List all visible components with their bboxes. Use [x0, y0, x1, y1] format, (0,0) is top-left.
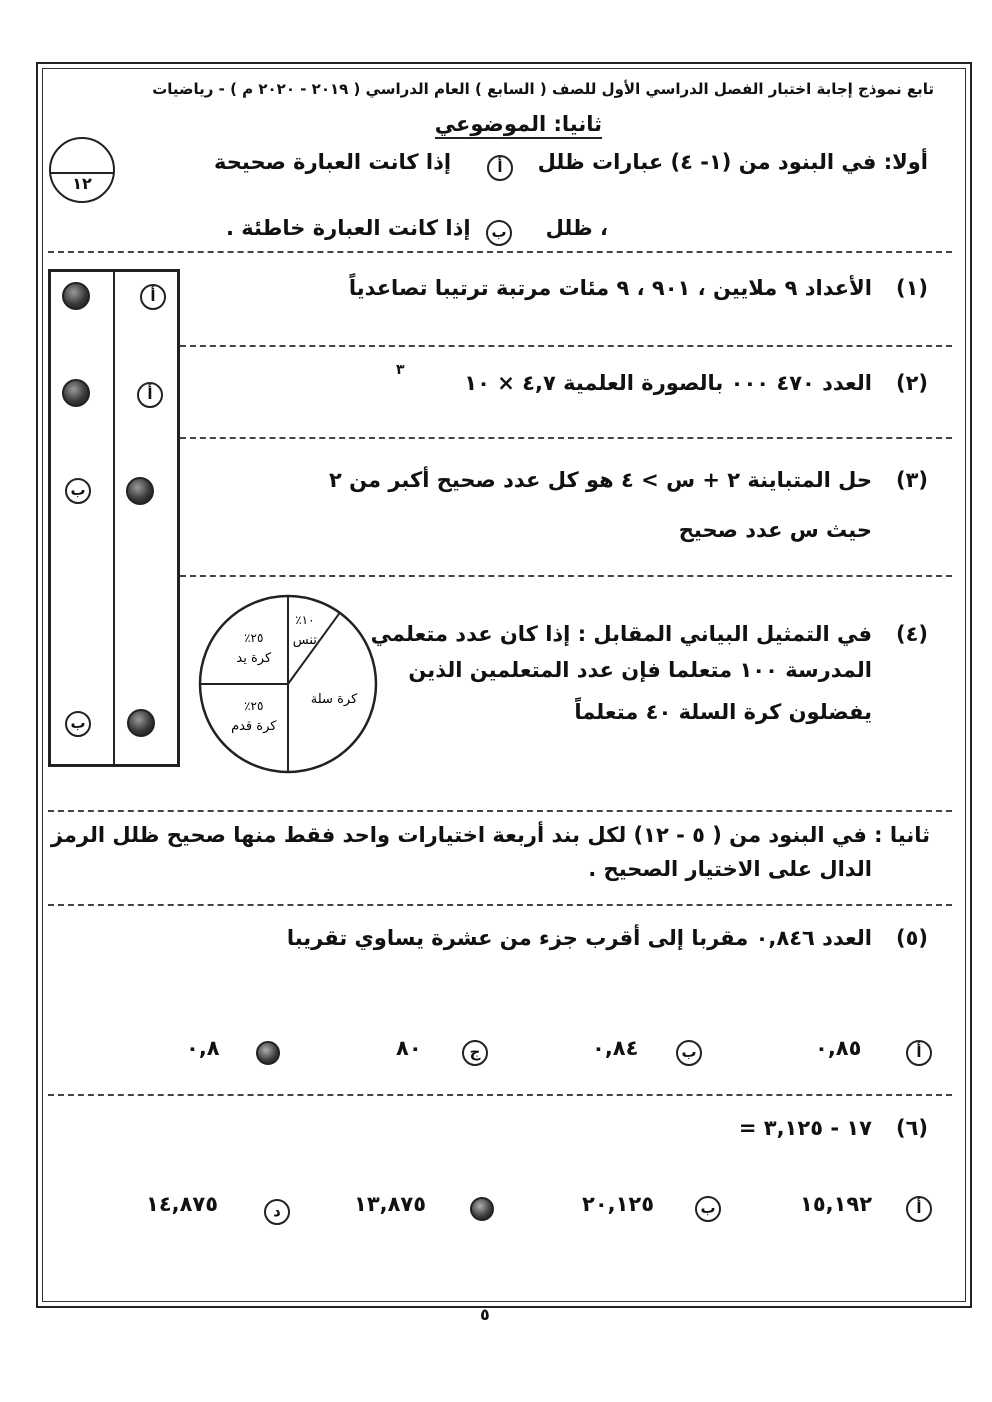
- pie-slice-percent: ٢٥٪: [244, 699, 264, 714]
- choice-b-icon: ب: [695, 1196, 721, 1222]
- choice-b-icon: ب: [676, 1040, 702, 1066]
- pie-slice-label: كرة قدم: [231, 719, 277, 735]
- question-text-cont: المدرسة ١٠٠ متعلما فإن عدد المتعلمين الذين: [408, 658, 872, 682]
- page-number: ٥: [480, 1305, 490, 1324]
- divider: [180, 437, 952, 439]
- question-text: حل المتباينة ٢ + س > ٤ هو كل عدد صحيح أكبر من ٢: [329, 468, 872, 492]
- question-number: (٥): [895, 926, 928, 950]
- pie-slice-label: تنس: [292, 633, 317, 649]
- divider: [180, 575, 952, 577]
- question-number: (٤): [895, 622, 928, 646]
- option-b-icon: ب: [486, 220, 512, 246]
- divider: [48, 251, 952, 253]
- pie-chart: [196, 592, 380, 776]
- choice-b-value: ٢٠,١٢٥: [582, 1192, 655, 1216]
- score-circle: [49, 137, 115, 203]
- choice-d-shaded-icon: [256, 1041, 280, 1065]
- exponent: ٣: [396, 362, 405, 378]
- shaded-bubble-icon: [126, 477, 154, 505]
- score-value: ١٢: [72, 174, 92, 193]
- choice-d-icon: د: [264, 1199, 290, 1225]
- choice-b-value: ٠,٨٤: [592, 1036, 639, 1060]
- option-a-icon: أ: [137, 382, 163, 408]
- divider: [180, 345, 952, 347]
- question-text-cont: حيث س عدد صحيح: [678, 518, 872, 542]
- question-number: (٣): [895, 468, 928, 492]
- question-number: (٢): [895, 371, 928, 395]
- true-instruction: إذا كانت العبارة صحيحة: [214, 150, 452, 174]
- pie-slice-percent: ١٠٪: [295, 613, 315, 628]
- shaded-bubble-icon: [62, 282, 90, 310]
- divider: [48, 904, 952, 906]
- option-b-icon: ب: [65, 478, 91, 504]
- part1-instruction: أولا: في البنود من (١- ٤) عبارات ظلل: [537, 150, 928, 174]
- pie-slice-percent: ٢٥٪: [244, 630, 264, 645]
- shaded-bubble-icon: [127, 709, 155, 737]
- pie-slice-label: كرة سلة: [310, 691, 358, 707]
- question-text: في التمثيل البياني المقابل : إذا كان عدد متعلمي: [370, 622, 872, 646]
- choice-c-value: ٨٠: [396, 1036, 422, 1060]
- choice-d-value: ١٤,٨٧٥: [146, 1192, 219, 1216]
- question-number: (١): [895, 276, 928, 300]
- option-b-icon: ب: [65, 711, 91, 737]
- choice-c-icon: ج: [462, 1040, 488, 1066]
- question-text: الأعداد ٩ ملايين ، ٩٠١ ، ٩ مئات مرتبة ترتيبا تصاعدياً: [348, 276, 872, 300]
- part2-instruction: ثانيا : في البنود من ( ٥ - ١٢) لكل بند أربعة اختيارات واحد فقط منها صحيح ظلل الرمز: [50, 823, 930, 847]
- choice-a-icon: أ: [906, 1040, 932, 1066]
- part1-instruction-prefix: ، ظلل: [545, 216, 608, 240]
- pie-slice-label: كرة يد: [236, 650, 272, 666]
- choice-c-shaded-icon: [470, 1197, 494, 1221]
- question-number: (٦): [895, 1116, 928, 1140]
- answer-box: [48, 269, 180, 767]
- choice-d-value: ٠,٨: [186, 1036, 220, 1060]
- false-instruction: إذا كانت العبارة خاطئة .: [226, 216, 471, 240]
- question-text: العدد ٤٧٠ ٠٠٠ بالصورة العلمية ٤,٧ × ١٠: [464, 371, 872, 395]
- exam-header: تابع نموذج إجابة اختبار الفصل الدراسي الأول للصف ( السابع ) العام الدراسي ( ٢٠١٩ - ٢٠٢٠ م ) - رياضيات: [152, 80, 934, 98]
- option-a-icon: أ: [140, 284, 166, 310]
- divider: [48, 1094, 952, 1096]
- choice-a-value: ١٥,١٩٢: [800, 1192, 873, 1216]
- option-a-icon: أ: [487, 155, 513, 181]
- choice-a-value: ٠,٨٥: [815, 1036, 862, 1060]
- part2-instruction-cont: الدال على الاختيار الصحيح .: [588, 857, 872, 881]
- shaded-bubble-icon: [62, 379, 90, 407]
- divider: [48, 810, 952, 812]
- question-text-cont: يفضلون كرة السلة ٤٠ متعلماً: [574, 700, 872, 724]
- choice-c-value: ١٣,٨٧٥: [354, 1192, 427, 1216]
- question-text: ١٧ - ٣,١٢٥ =: [738, 1116, 872, 1140]
- question-text: العدد ٠,٨٤٦ مقربا إلى أقرب جزء من عشرة يساوي تقريبا: [286, 926, 872, 950]
- choice-a-icon: أ: [906, 1196, 932, 1222]
- section-title: ثانيا: الموضوعي: [435, 112, 602, 139]
